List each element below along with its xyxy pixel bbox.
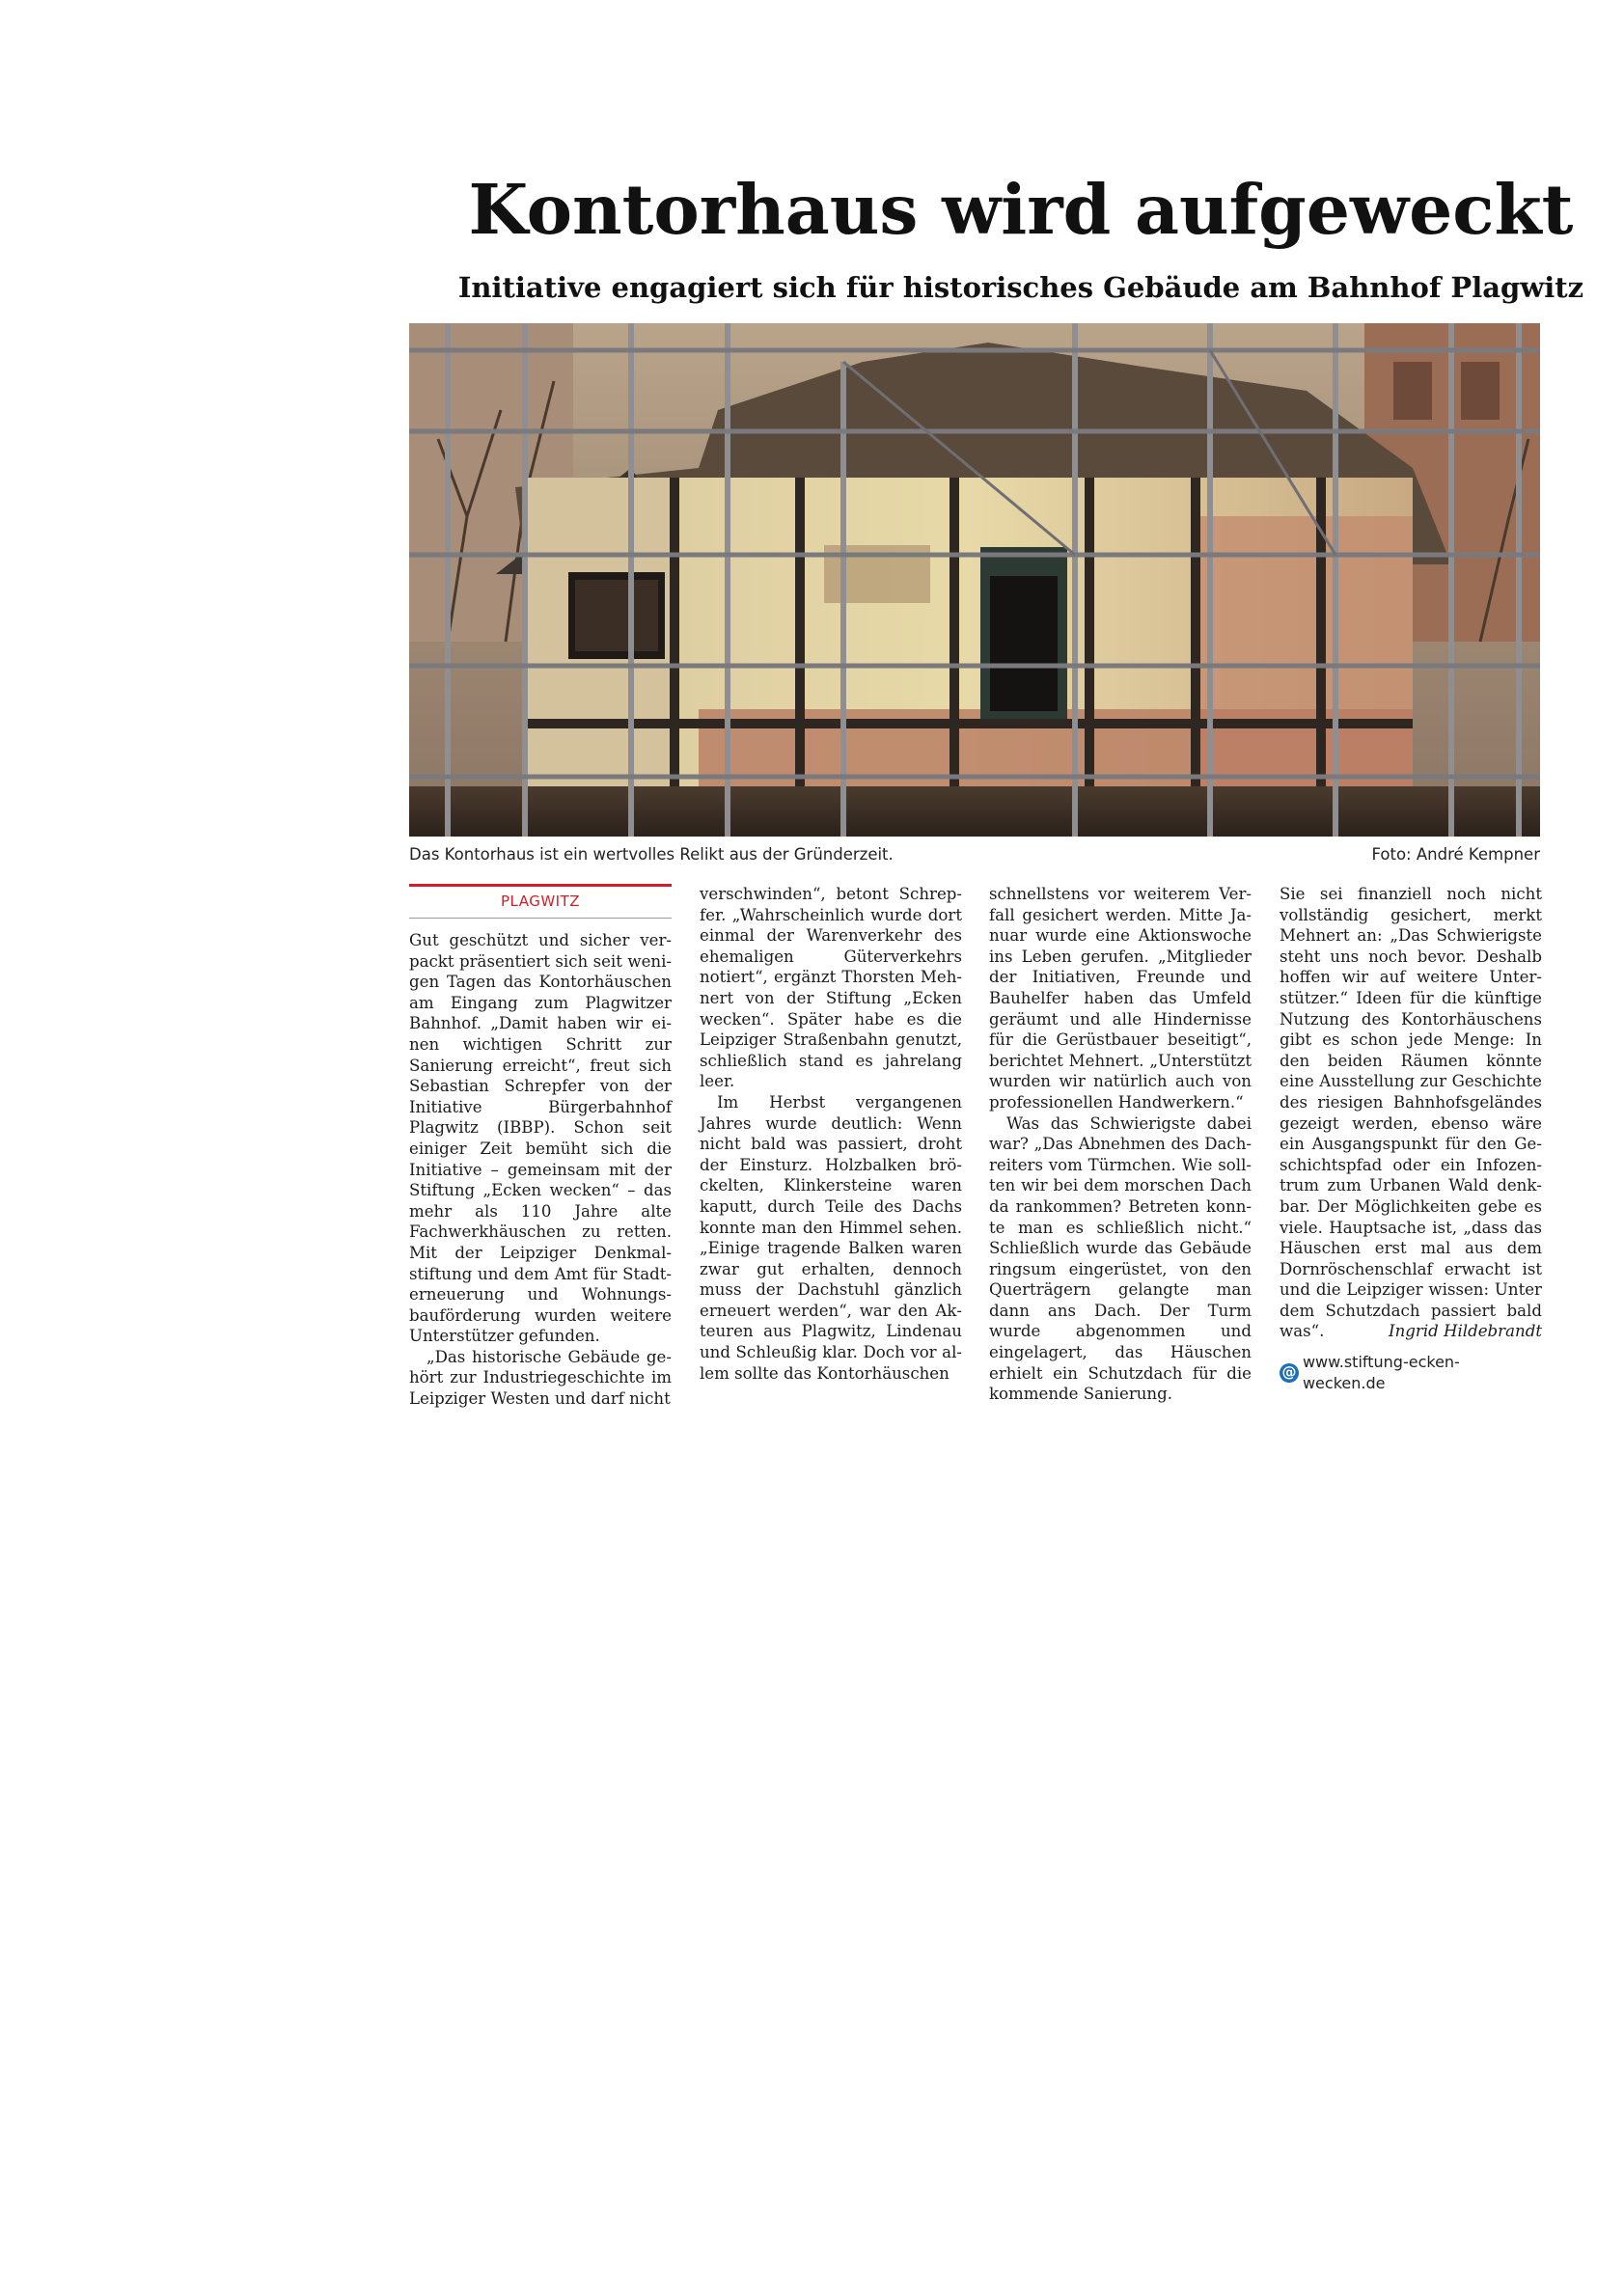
article-column-1 (409, 884, 672, 1410)
article-column-2 (700, 884, 962, 1384)
body-paragraph: verschwinden“, betont Schrepfer. „Wahrscheinlich wurde dort einmal der Warenverkehr des ehemaligen Güterverkehrs notiert“, ergänzt Thorsten Mehnert von der Stiftung „Ecken wecken“. Später habe es die Leipziger Straßenbahn genutzt, schließlich stand es jahrelang leer. (700, 885, 962, 1091)
body-paragraph-text: Sie sei finanziell noch nicht vollständig gesichert, merkt Mehnert an: „Das Schwierigste steht uns noch bevor. Deshalb hoffen wir auf weitere Unterstützer.“ Ideen für die künftige Nutzung des Kontorhäuschens gibt es schon jede Menge: In den beiden Räumen könnte eine Ausstellung zur Geschichte des riesigen Bahnhofsgeländes gezeigt werden, ebenso wäre ein Ausgangspunkt für den Geschichtspfad oder ein Infozentrum zum Urbanen Wald denkbar. Der Möglichkeiten gebe es viele. Hauptsache ist, „dass das Häuschen erst mal aus dem Dornröschenschlaf erwacht ist und die Leipziger wissen: Unter dem Schutzdach passiert bald was“. (1280, 885, 1542, 1341)
body-paragraph: „Das historische Gebäude gehört zur Industriegeschichte im Leipziger Westen und darf nicht (409, 1347, 672, 1409)
photo-caption: Das Kontorhaus ist ein wertvolles Relikt aus der Gründerzeit. (409, 845, 894, 864)
web-link[interactable]: www.stiftung-ecken-wecken.de (1302, 1353, 1460, 1393)
article-column-4 (1280, 884, 1542, 1394)
body-paragraph: Was das Schwierigste dabei war? „Das Abnehmen des Dachreiters vom Türmchen. Wie sollten wir bei dem morschen Dach da rankommen? Betreten konnte man es schließlich nicht.“ Schließlich wurde das Gebäude ringsum eingerüstet, von den Querträgern gelangte man dann ans Dach. Der Turm wurde abgenommen und eingelagert, das Häuschen erhielt ein Schutzdach für die kommende Sanierung. (989, 1113, 1252, 1404)
body-paragraph (1280, 884, 1542, 1342)
body-paragraph: Im Herbst vergangenen Jahres wurde deutlich: Wenn nicht bald was passiert, droht der Einsturz. Holzbalken bröckelten, Klinkersteine waren kaputt, durch Teile des Dachs konnte man den Himmel sehen. „Einige tragende Balken waren zwar gut erhalten, dennoch muss der Dachstuhl gänzlich erneuert werden“, war den Akteuren aus Plagwitz, Lindenau und Schleußig klar. Doch vor allem sollte das Kontorhäuschen (700, 1092, 962, 1383)
photo-credit: Foto: André Kempner (1371, 845, 1540, 864)
headline: Kontorhaus wird aufgeweckt (468, 169, 1574, 250)
author-byline: Ingrid Hildebrandt (1389, 1322, 1542, 1341)
kicker-divider (409, 918, 672, 919)
kicker-rule (409, 884, 672, 887)
article-photo (409, 323, 1540, 837)
web-reference[interactable] (1280, 1352, 1542, 1394)
article-column-3 (989, 884, 1252, 1405)
body-paragraph: Gut geschützt und sicher verpackt präsentiert sich seit wenigen Tagen das Kontorhäuschen am Eingang zum Plagwitzer Bahnhof. „Damit haben wir einen wichtigen Schritt zur Sanierung erreicht“, freut sich Sebastian Schrepfer von der Initiative Bürgerbahnhof Plagwitz (IBBP). Schon seit einiger Zeit bemüht sich die Initiative – gemeinsam mit der Stiftung „Ecken wecken“ – das mehr als 110 Jahre alte Fachwerkhäuschen zu retten. Mit der Leipziger Denkmalstiftung und dem Amt für Stadterneuerung und Wohnungsbauförderung wurden weitere Unterstützer gefunden. (409, 931, 672, 1346)
at-icon: @ (1280, 1363, 1299, 1383)
subheadline: Initiative engagiert sich für historisches Gebäude am Bahnhof Plagwitz (457, 271, 1584, 304)
kicker: PLAGWITZ (500, 892, 581, 910)
body-paragraph: schnellstens vor weiterem Verfall gesichert werden. Mitte Januar wurde eine Aktionswoche ins Leben gerufen. „Mitglieder der Initiativen, Freunde und Bauhelfer haben das Umfeld geräumt und alle Hindernisse für die Gerüstbauer beseitigt“, berichtet Mehnert. „Unterstützt wurden wir natürlich auch von professionellen Handwerkern.“ (989, 885, 1252, 1112)
